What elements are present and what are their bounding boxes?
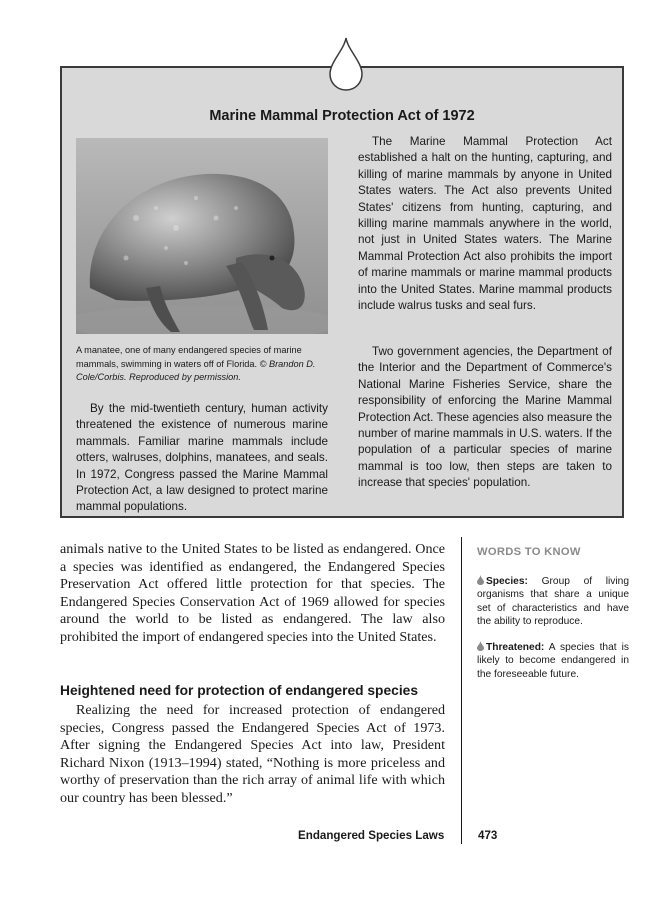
caption-credit: © Brandon D. Cole/Corbis. Reproduced by permission. [76,358,316,382]
body-paragraph-2: Realizing the need for increased protection of endangered species, Congress passed the Endangered Species Act of 1973. After signing the Endangered Species Act into law, President Richard Nixon (1913–1994) stated, “Nothing is more priceless and worthy of preservation than the rich array of animal life with which our country has been blessed.” [60,702,445,806]
water-drop-icon [326,36,366,92]
term-definition: A species that is likely to become endangered in the foreseeable future. [477,642,629,680]
margin-divider [461,537,462,844]
glossary-term-threatened [477,641,629,681]
sidebar-right-paragraph-2: Two government agencies, the Department of the Interior and the Department of Commerce's National Marine Fisheries Service, share the responsibility of enforcing the Marine Mammal Protection Act. These agencies also measure the number of marine mammals in U.S. waters. If the population of a particular species of marine mammal is too low, then steps are taken to increase that species' population. [358,345,612,490]
term-label: Species: [486,576,528,587]
glossary-term-species [477,575,629,629]
running-footer-title: Endangered Species Laws [298,829,445,842]
words-to-know-title: WORDS TO KNOW [477,546,581,558]
term-label: Threatened: [486,642,545,653]
manatee-photo [76,138,328,334]
sidebar-box [60,66,624,518]
sidebar-left-paragraph: By the mid-twentieth century, human activity threatened the existence of numerous marine mammals. Familiar marine mammals include otters, walruses, dolphins, manatees, and seals. In 1972, Congress passed the Marine Mammal Protection Act, a law designed to protect marine mammal populations. [76,402,328,514]
body-paragraph-1: animals native to the United States to be listed as endangered. Once a species was identified as endangered, the Endangered Species Preservation Act offered little protection for that species. The Endangered Species Conservation Act of 1969 allowed for species around the world to be listed as endangered. The law also prohibited the import of endangered species into the United States. [60,541,445,645]
caption-text: A manatee, one of many endangered species of marine mammals, swimming in waters off of Florida. [76,345,302,369]
term-definition: Group of living organisms that share a unique set of characteristics and have the ability to reproduce. [477,576,629,628]
section-heading: Heightened need for protection of endangered species [60,683,419,698]
drop-bullet-icon [477,575,484,585]
photo-caption [76,344,338,385]
sidebar-title: Marine Mammal Protection Act of 1972 [209,108,475,124]
sidebar-right-paragraph-1: The Marine Mammal Protection Act established a halt on the hunting, capturing, and killing of marine mammals by anyone in United States waters. The Act also prevents United States' citizens from hunting, capturing, and killing marine mammals anywhere in the world, not just in United States waters. The Marine Mammal Protection Act also prohibits the import of marine mammals or marine mammal products into the United States. Marine mammal products include walrus tusks and seal furs. [358,135,612,313]
page-number: 473 [478,829,498,842]
drop-bullet-icon [477,641,484,651]
